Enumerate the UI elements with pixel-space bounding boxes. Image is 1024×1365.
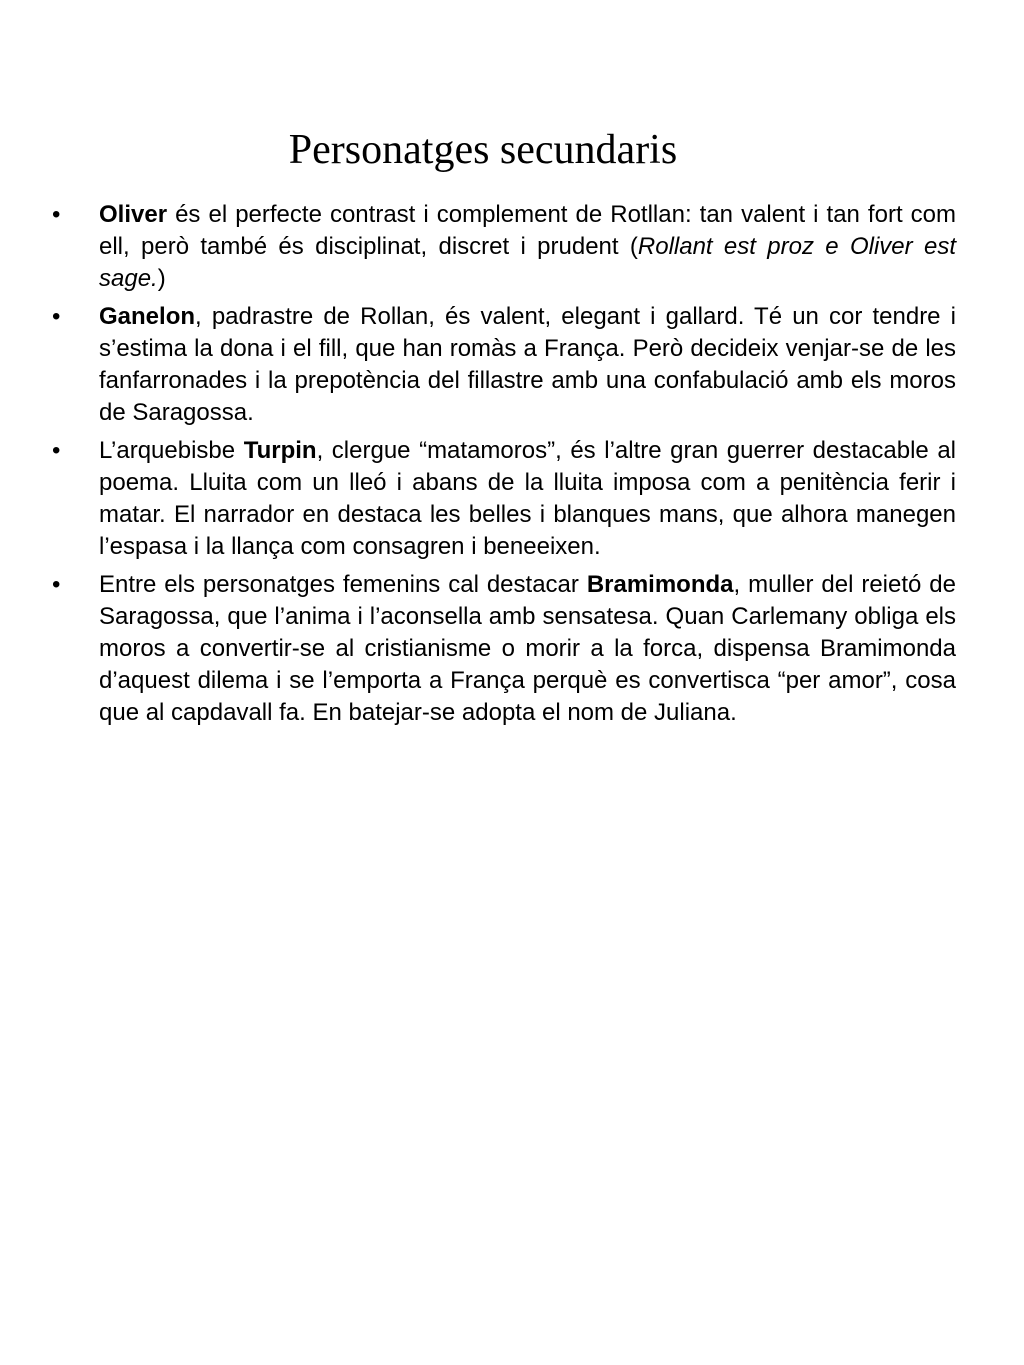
quote-text: Rollant est proz e Oliver est sage.: [99, 233, 956, 292]
description-text: Entre els personatges femenins cal destacar: [99, 571, 587, 598]
bullet-mark: •: [52, 437, 61, 464]
description-text: , muller del reietó de Saragossa, que l’anima i l’aconsella amb sensatesa. Quan Carlemany obliga els moros a convertir-se al cristianisme o morir a la forca, dispensa Bramimonda d’aquest dilema i se l’emporta a França perquè es convertisca “per amor”, cosa que al capdavall fa. En batejar-se adopta el nom de Juliana.: [99, 571, 956, 726]
description-text: ): [157, 265, 166, 292]
character-name: Ganelon: [99, 303, 196, 330]
bullet-item-bramimonda: [52, 569, 956, 729]
bullet-mark: •: [52, 201, 61, 228]
slide-title: Personatges secundaris: [288, 127, 678, 173]
character-name: Oliver: [99, 201, 168, 228]
description-text: , clergue “matamoros”, és l’altre gran guerrer destacable al poema. Lluita com un lleó i abans de la lluita imposa com a penitència ferir i matar. El narrador en destaca les belles i blanques mans, que alhora manegen l’espasa i la llança com consagren i beneeixen.: [99, 437, 957, 560]
character-name: Bramimonda: [586, 571, 734, 598]
description-text: és el perfecte contrast i complement de Rotllan: tan valent i tan fort com ell, però també és disciplinat, discret i prudent (: [99, 201, 956, 260]
character-name: Turpin: [243, 437, 317, 464]
bullet-item-oliver: [52, 199, 956, 295]
bullet-item-turpin: [52, 435, 956, 563]
bullet-list: [52, 199, 956, 735]
bullet-mark: •: [52, 303, 61, 330]
description-text: , padrastre de Rollan, és valent, elegant i gallard. Té un cor tendre i s’estima la dona i el fill, que han romàs a França. Però decideix venjar-se de les fanfarronades i la prepotència del fillastre amb una confabulació amb els moros de Saragossa.: [99, 303, 956, 426]
bullet-mark: •: [52, 571, 61, 598]
bullet-item-ganelon: [52, 301, 956, 429]
description-text: L’arquebisbe: [99, 437, 244, 464]
